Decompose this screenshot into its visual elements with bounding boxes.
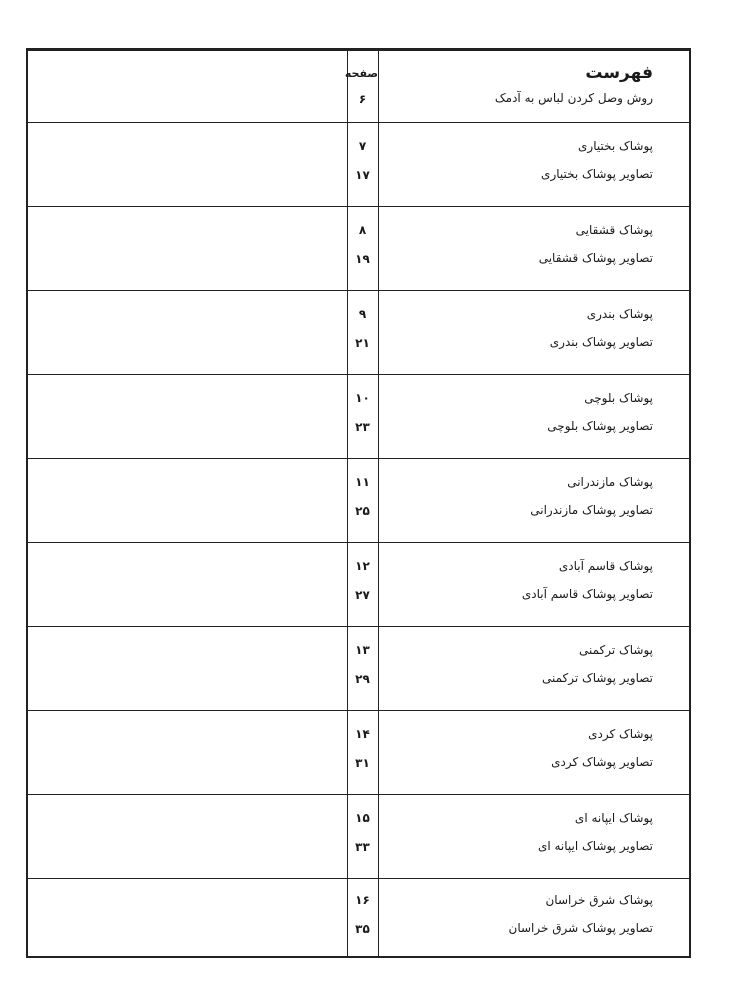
toc-row	[28, 794, 689, 878]
section-images-title: تصاویر پوشاک بندری	[549, 335, 653, 349]
toc-row	[28, 878, 689, 958]
section-title: پوشاک ایپانه ای	[574, 811, 653, 825]
section-images-title: تصاویر پوشاک قشقایی	[538, 251, 653, 265]
section-images-page-number: ۲۳	[355, 420, 370, 434]
section-images-page-number: ۳۳	[355, 840, 370, 854]
toc-row	[28, 290, 689, 374]
section-page-number: ۸	[358, 223, 367, 237]
section-page-number: ۱۴	[355, 727, 370, 741]
section-images-title: تصاویر پوشاک بختیاری	[541, 167, 653, 181]
section-title: پوشاک ترکمنی	[578, 643, 653, 657]
section-title: پوشاک بندری	[586, 307, 653, 321]
section-images-title: تصاویر پوشاک شرق خراسان	[508, 921, 653, 935]
section-images-page-number: ۳۱	[355, 756, 370, 770]
section-page-number: ۱۶	[355, 893, 370, 907]
section-page-number: ۱۰	[355, 391, 370, 405]
section-title: پوشاک کردی	[588, 727, 653, 741]
toc-row	[28, 710, 689, 794]
section-page-number: ۷	[358, 139, 367, 153]
section-title: پوشاک بلوچی	[584, 391, 653, 405]
toc-row	[28, 458, 689, 542]
section-images-title: تصاویر پوشاک قاسم آبادی	[521, 587, 653, 601]
toc-row	[28, 122, 689, 206]
section-page-number: ۱۵	[355, 811, 370, 825]
toc-row	[28, 626, 689, 710]
section-images-page-number: ۲۱	[355, 336, 370, 350]
section-images-page-number: ۱۷	[355, 168, 370, 182]
section-page-number: ۱۳	[355, 643, 370, 657]
toc-title: فهرست	[585, 63, 653, 83]
intro-entry: روش وصل کردن لباس به آدمک	[494, 91, 653, 105]
section-images-title: تصاویر پوشاک بلوچی	[547, 419, 653, 433]
intro-page-number: ۶	[358, 92, 367, 106]
section-images-title: تصاویر پوشاک ایپانه ای	[537, 839, 653, 853]
section-page-number: ۱۱	[355, 475, 370, 489]
section-page-number: ۹	[358, 307, 367, 321]
section-title: پوشاک شرق خراسان	[545, 893, 653, 907]
section-page-number: ۱۲	[355, 559, 370, 573]
toc-row	[28, 206, 689, 290]
page-column-header: صفحه	[344, 67, 378, 80]
section-title: پوشاک قاسم آبادی	[558, 559, 653, 573]
toc-row	[28, 542, 689, 626]
section-images-page-number: ۲۷	[355, 588, 370, 602]
section-title: پوشاک بختیاری	[578, 139, 653, 153]
section-images-page-number: ۲۹	[355, 672, 370, 686]
toc-row	[28, 374, 689, 458]
section-images-title: تصاویر پوشاک مازندرانی	[530, 503, 653, 517]
section-images-page-number: ۲۵	[355, 504, 370, 518]
section-title: پوشاک قشقایی	[575, 223, 653, 237]
section-images-title: تصاویر پوشاک ترکمنی	[541, 671, 653, 685]
toc-table	[26, 48, 691, 958]
section-images-page-number: ۱۹	[355, 252, 370, 266]
section-images-page-number: ۳۵	[355, 922, 370, 936]
section-images-title: تصاویر پوشاک کردی	[551, 755, 653, 769]
section-title: پوشاک مازندرانی	[567, 475, 653, 489]
